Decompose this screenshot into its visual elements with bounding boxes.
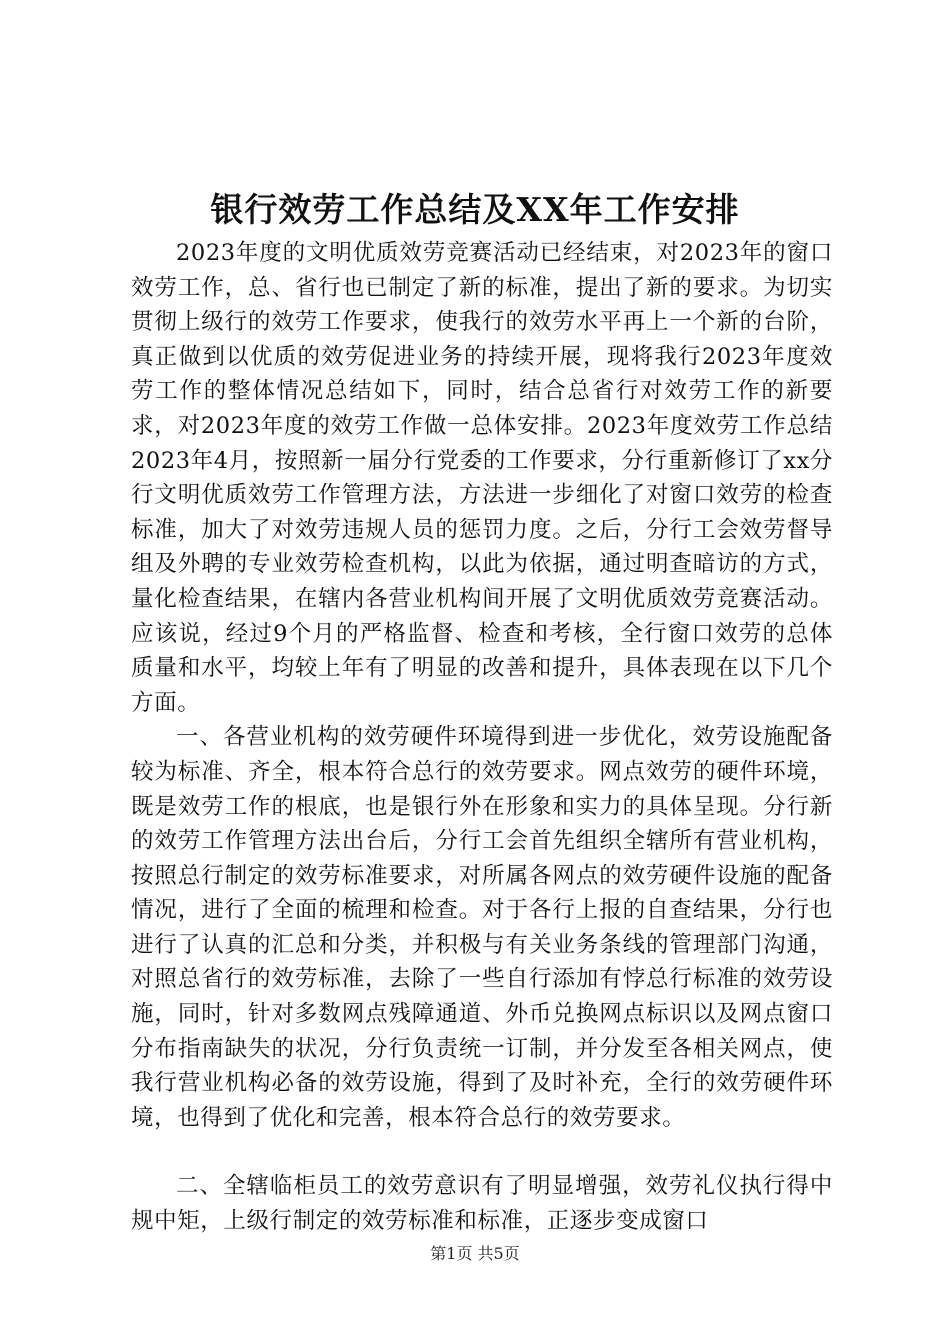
document-title: 银行效劳工作总结及XX年工作安排	[210, 190, 740, 229]
page-number-footer: 第1页 共5页	[430, 1244, 520, 1263]
paragraph-intro: 2023年度的文明优质效劳竞赛活动已经结束，对2023年的窗口效劳工作，总、省行也已制定了新的标准，提出了新的要求。为切实贯彻上级行的效劳工作要求，使我行的效劳水平再上一个新的台阶，真正做到以优质的效劳促进业务的持续开展，现将我行2023年度效劳工作的整体情况总结如下，同时，结合总省行对效劳工作的新要求，对2023年度的效劳工作做一总体安排。2023年度效劳工作总结2023年4月，按照新一届分行党委的工作要求，分行重新修订了xx分行文明优质效劳工作管理方法，方法进一步细化了对窗口效劳的检查标准，加大了对效劳违规人员的惩罚力度。之后，分行工会效劳督导组及外聘的专业效劳检查机构，以此为依据，通过明查暗访的方式，量化检查结果，在辖内各营业机构间开展了文明优质效劳竞赛活动。应该说，经过9个月的严格监督、检查和考核，全行窗口效劳的总体质量和水平，均较上年有了明显的改善和提升，具体表现在以下几个方面。	[131, 240, 833, 716]
document-body	[131, 236, 833, 1239]
paragraph-section-1: 一、各营业机构的效劳硬件环境得到进一步优化，效劳设施配备较为标准、齐全，根本符合总行的效劳要求。网点效劳的硬件环境，既是效劳工作的根底，也是银行外在形象和实力的具体呈现。分行新的效劳工作管理方法出台后，分行工会首先组织全辖所有营业机构，按照总行制定的效劳标准要求，对所属各网点的效劳硬件设施的配备情况，进行了全面的梳理和检查。对于各行上报的自查结果，分行也进行了认真的汇总和分类，并积极与有关业务条线的管理部门沟通，对照总省行的效劳标准，去除了一些自行添加有悖总行标准的效劳设施，同时，针对多数网点残障通道、外币兑换网点标识以及网点窗口分布指南缺失的状况，分行负责统一订制，并分发至各相关网点，使我行营业机构必备的效劳设施，得到了及时补充，全行的效劳硬件环境，也得到了优化和完善，根本符合总行的效劳要求。	[131, 724, 833, 1131]
paragraph-section-2: 二、全辖临柜员工的效劳意识有了明显增强，效劳礼仪执行得中规中矩，上级行制定的效劳标准和标准，正逐步变成窗口	[131, 1173, 833, 1235]
